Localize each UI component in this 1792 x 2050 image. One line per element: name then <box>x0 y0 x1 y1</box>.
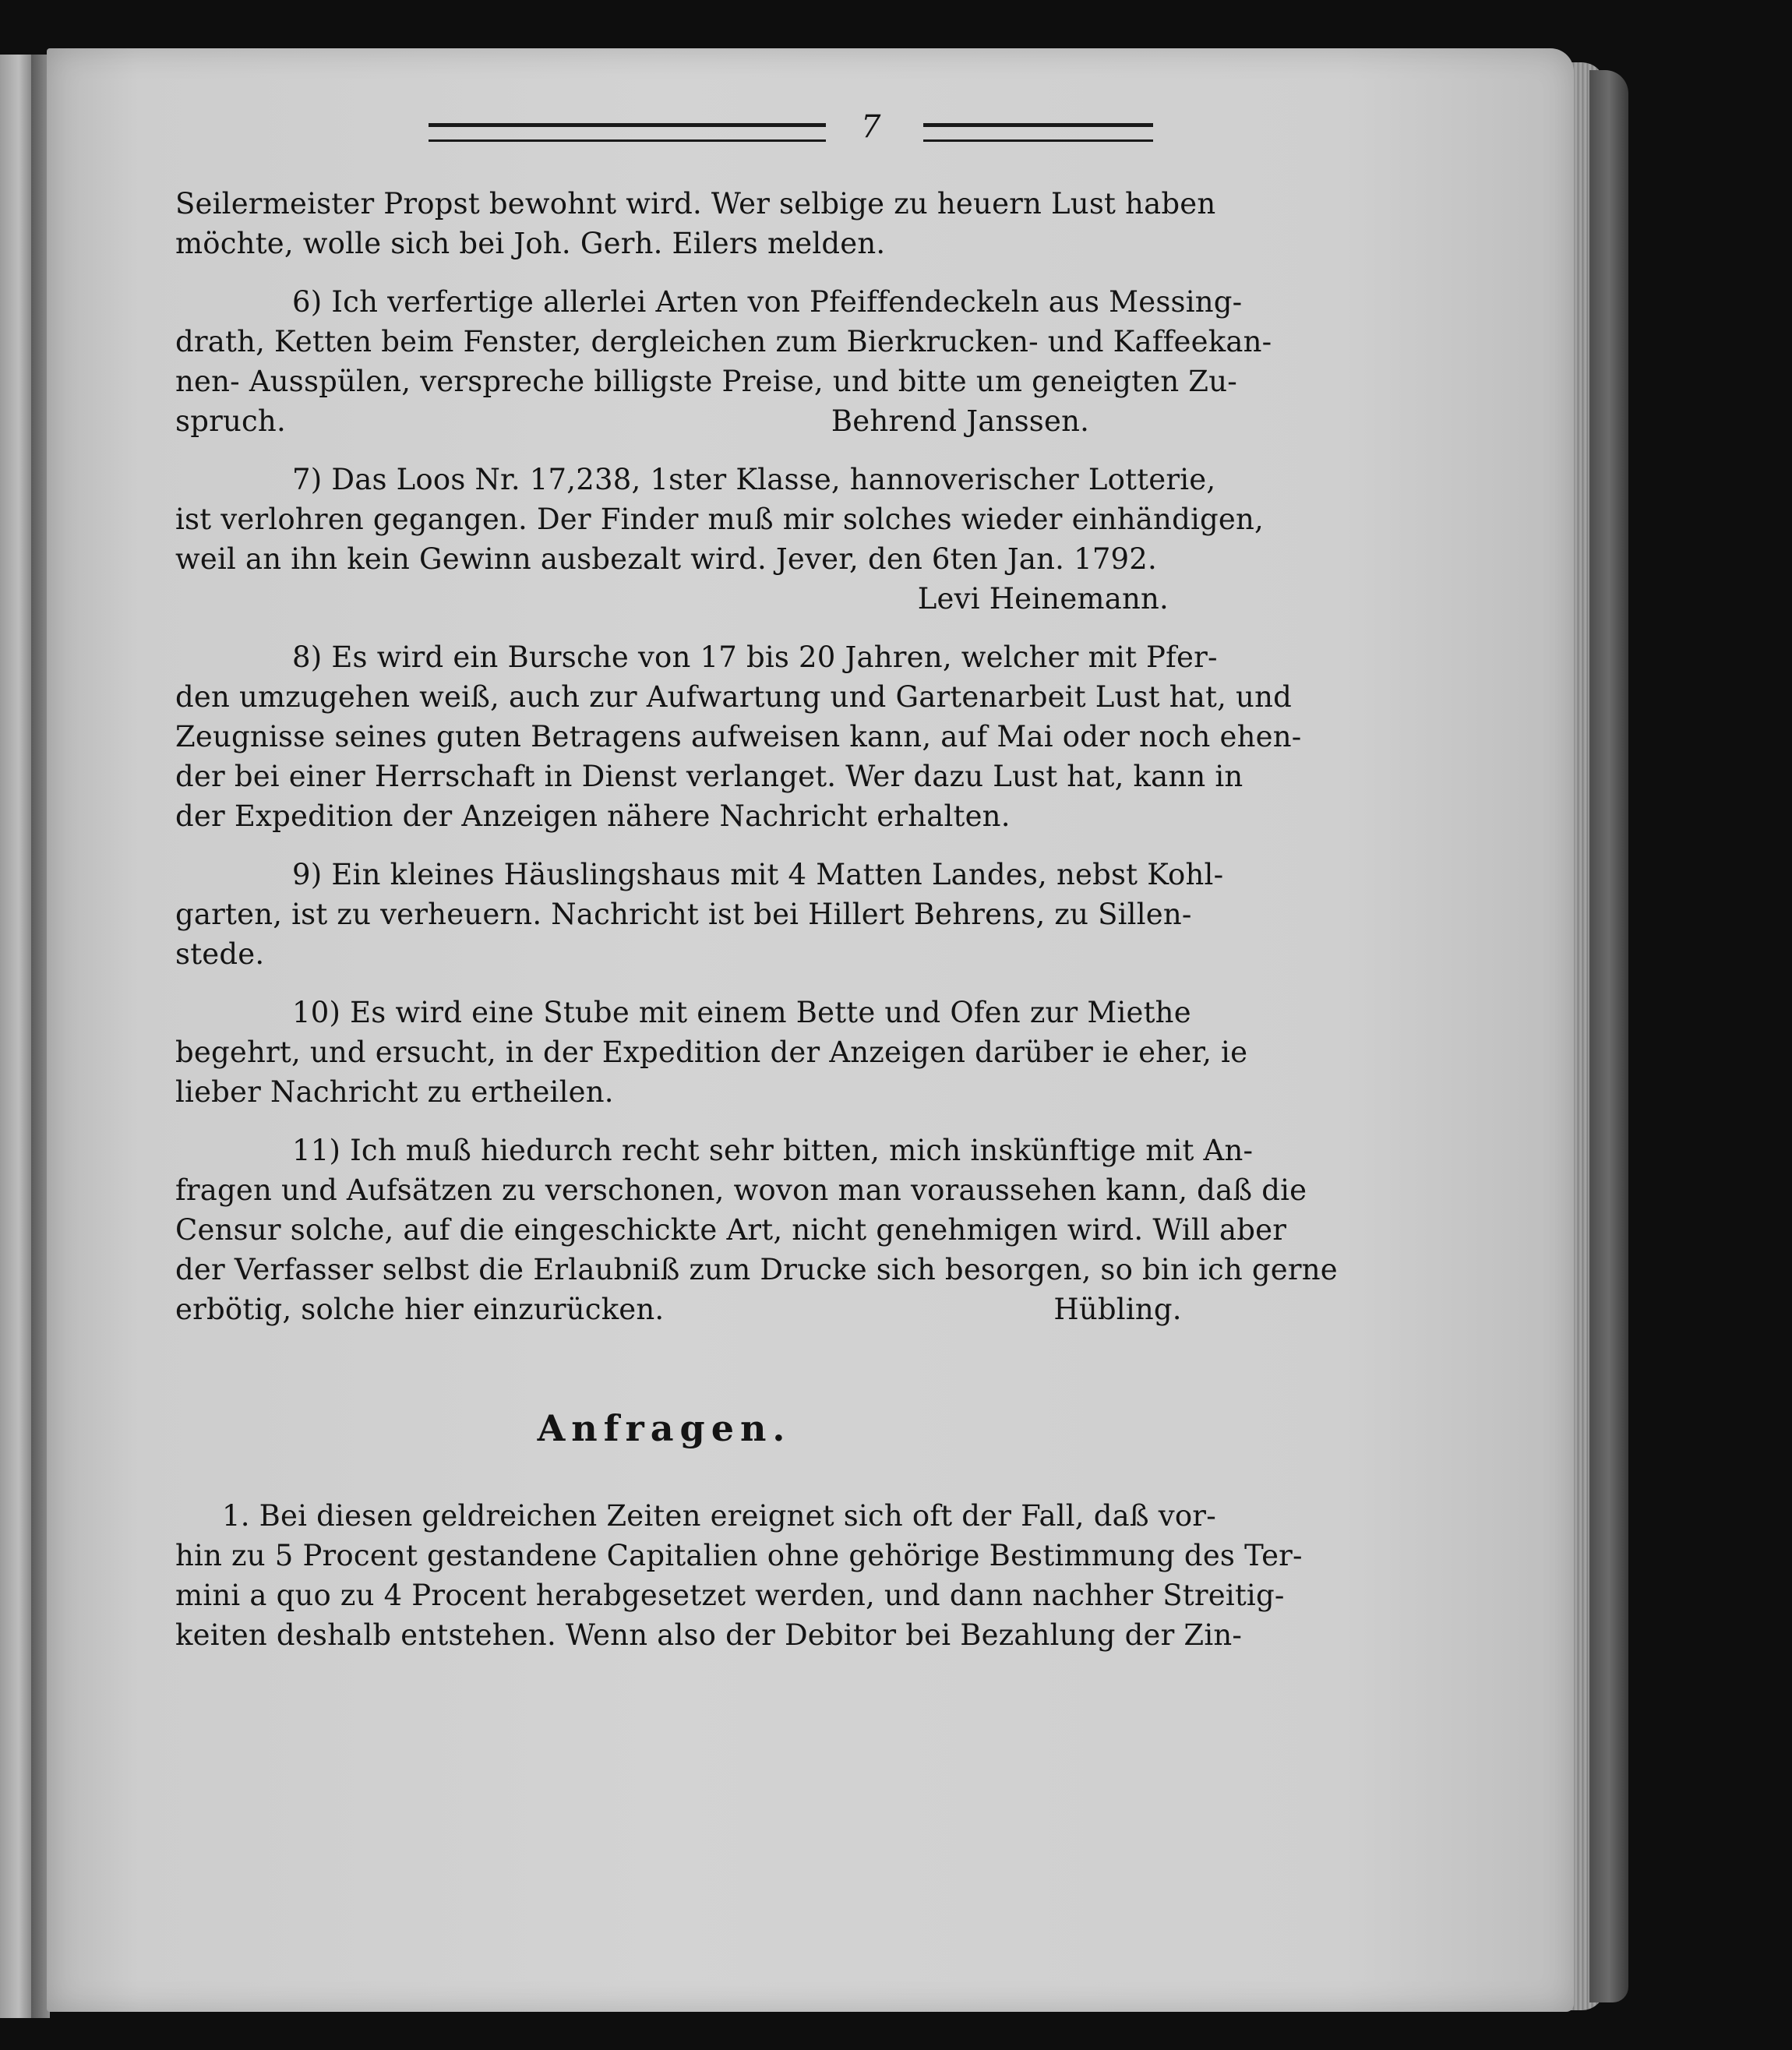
text-line: Censur solche, auf die eingeschickte Art, nicht genehmigen wird. Will aber <box>175 1213 1287 1247</box>
text-line: 8) Es wird ein Bursche von 17 bis 20 Jahren, welcher mit Pfer- <box>292 640 1218 674</box>
notice-7 <box>175 460 1264 619</box>
text-line: drath, Ketten beim Fenster, dergleichen zum Bierkrucken- und Kaffeekan- <box>175 325 1272 358</box>
text-line: möchte, wolle sich bei Joh. Gerh. Eilers melden. <box>175 227 886 260</box>
text-line: hin zu 5 Procent gestandene Capitalien ohne gehörige Bestimmung des Ter- <box>175 1539 1303 1572</box>
signature: Hübling. <box>1053 1293 1182 1326</box>
text-line: Seilermeister Propst bewohnt wird. Wer selbige zu heuern Lust haben <box>175 187 1216 221</box>
notice-9 <box>175 855 1231 974</box>
text-line: 9) Ein kleines Häuslingshaus mit 4 Matten Landes, nebst Kohl- <box>292 858 1224 891</box>
text-line: fragen und Aufsätzen zu verschonen, wovon man voraussehen kann, daß die <box>175 1173 1307 1207</box>
text-line: der bei einer Herrschaft in Dienst verlanget. Wer dazu Lust hat, kann in <box>175 760 1243 793</box>
signature: Levi Heinemann. <box>917 582 1169 616</box>
text-fragment: spruch. <box>175 404 286 438</box>
text-line: stede. <box>175 937 265 971</box>
page-header <box>175 109 1231 153</box>
notice-11 <box>175 1131 1338 1329</box>
notice-8 <box>175 637 1302 836</box>
header-rule-right <box>923 123 1153 142</box>
previous-page-edge <box>0 55 31 2018</box>
signature: Behrend Janssen. <box>831 404 1090 438</box>
text-line: 6) Ich verfertige allerlei Arten von Pfeiffendeckeln aus Messing- <box>292 285 1243 319</box>
text-line: den umzugehen weiß, auch zur Aufwartung und Gartenarbeit Lust hat, und <box>175 680 1292 714</box>
text-line: weil an ihn kein Gewinn ausbezalt wird. Jever, den 6ten Jan. 1792. <box>175 542 1157 576</box>
section-heading: Anfragen. <box>537 1407 792 1449</box>
text-line: begehrt, und ersucht, in der Expedition der Anzeigen darüber ie eher, ie <box>175 1036 1248 1069</box>
text-line: 11) Ich muß hiedurch recht sehr bitten, mich inskünftige mit An- <box>292 1134 1254 1167</box>
text-line: der Verfasser selbst die Erlaubniß zum Drucke sich besorgen, so bin ich gerne <box>175 1253 1338 1286</box>
text-line: nen- Ausspülen, verspreche billigste Preise, und bitte um geneigten Zu- <box>175 365 1237 398</box>
text-line: 10) Es wird eine Stube mit einem Bette und Ofen zur Miethe <box>292 996 1191 1029</box>
inquiry-1 <box>175 1496 1303 1655</box>
text-line: der Expedition der Anzeigen nähere Nachricht erhalten. <box>175 799 1011 833</box>
notice-10 <box>175 993 1248 1112</box>
text-line: 1. Bei diesen geldreichen Zeiten ereignet sich oft der Fall, daß vor- <box>222 1499 1216 1533</box>
page-number: 7 <box>861 109 881 145</box>
text-line: Zeugnisse seines guten Betragens aufweisen kann, auf Mai oder noch ehen- <box>175 720 1302 753</box>
header-rule-left <box>429 123 826 142</box>
text-line: ist verlohren gegangen. Der Finder muß mir solches wieder einhändigen, <box>175 503 1264 536</box>
text-line: garten, ist zu verheuern. Nachricht ist bei Hillert Behrens, zu Sillen- <box>175 898 1192 931</box>
page-text <box>175 109 1338 1674</box>
text-line <box>175 1290 1231 1329</box>
text-line <box>175 401 1231 441</box>
notice-6 <box>175 282 1272 441</box>
text-line: keiten deshalb entstehen. Wenn also der Debitor bei Bezahlung der Zin- <box>175 1618 1243 1652</box>
text-line: lieber Nachricht zu ertheilen. <box>175 1075 614 1109</box>
text-fragment: erbötig, solche hier einzurücken. <box>175 1293 665 1326</box>
notice-continuation <box>175 184 1231 263</box>
text-line: mini a quo zu 4 Procent herabgesetzet werden, und dann nachher Streitig- <box>175 1579 1285 1612</box>
text-line: 7) Das Loos Nr. 17,238, 1ster Klasse, hannoverischer Lotterie, <box>292 463 1216 496</box>
book-cover-edge <box>1589 70 1628 2002</box>
